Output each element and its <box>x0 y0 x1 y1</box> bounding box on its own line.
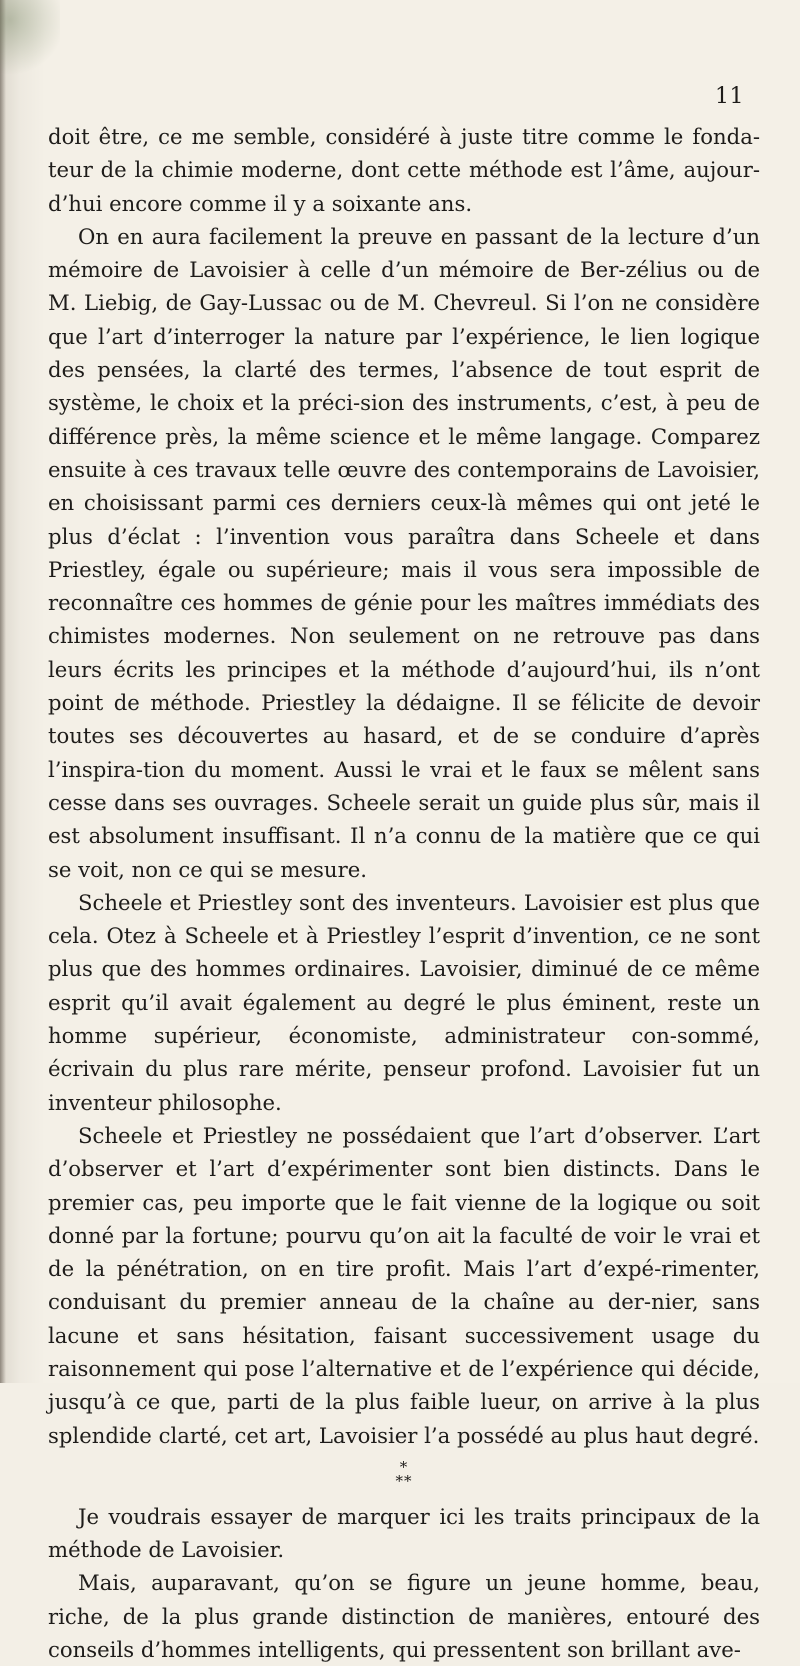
separator-asterisk-bottom: ** <box>395 1471 413 1490</box>
paragraph: Je voudrais essayer de marquer ici les traits principaux de la méthode de Lavoisier. <box>48 1503 760 1563</box>
section-separator <box>48 1452 760 1500</box>
page-number: 11 <box>715 84 744 109</box>
page-binding-shadow <box>0 0 6 1383</box>
paragraph: On en aura facilement la preuve en passant de la lecture d’un mémoire de Lavoisier à celle d’un mémoire de Ber-zélius ou de M. Liebig, de Gay-Lussac ou de M. Chevreul. Si l’on ne considère que l’art d’interroger la nature par l’expérience, le lien logique des pensées, la clarté des termes, l’absence de tout esprit de système, le choix et la préci-sion des instruments, c’est, à peu de différence près, la même science et le même langage. Comparez ensuite à ces travaux telle œuvre des contemporains de Lavoisier, en choisissant parmi ces derniers ceux-là mêmes qui ont jeté le plus d’éclat : l’invention vous paraîtra dans Scheele et dans Priestley, égale ou supérieure; mais il vous sera impossible de reconnaître ces hommes de génie pour les maîtres immédiats des chimistes modernes. Non seulement on ne retrouve pas dans leurs écrits les principes et la méthode d’aujourd’hui, ils n’ont point de méthode. Priestley la dédaigne. Il se félicite de devoir toutes ses découvertes au hasard, et de se conduire d’après l’inspira-tion du moment. Aussi le vrai et le faux se mêlent sans cesse dans ses ouvrages. Scheele serait un guide plus sûr, mais il est absolument insuffisant. Il n’a connu de la matière que ce qui se voit, non ce qui se mesure. <box>48 223 760 882</box>
separator-asterisk-top: * <box>399 1457 409 1476</box>
page-stain <box>0 0 60 90</box>
paragraph: doit être, ce me semble, considéré à juste titre comme le fonda-teur de la chimie moderne, dont cette méthode est l’âme, aujour-d’hui encore comme il y a soixante ans. <box>48 124 760 216</box>
paragraph: Scheele et Priestley sont des inventeurs. Lavoisier est plus que cela. Otez à Scheele et à Priestley l’esprit d’invention, ce ne sont plus que des hommes ordinaires. Lavoisier, diminué de ce même esprit qu’il avait également au degré le plus éminent, reste un homme supérieur, économiste, administrateur con-sommé, écrivain du plus rare mérite, penseur profond. Lavoisier fut un inventeur philosophe. <box>48 889 760 1115</box>
body-text <box>48 120 760 1666</box>
paragraph: Scheele et Priestley ne possédaient que l’art d’observer. L’art d’observer et l’art d’expérimenter sont bien distincts. Dans le premier cas, peu importe que le fait vienne de la logique ou soit donné par la fortune; pourvu qu’on ait la faculté de voir le vrai et de la pénétration, on en tire profit. Mais l’art d’expé-rimenter, conduisant du premier anneau de la chaîne au der-nier, sans lacune et sans hésitation, faisant successivement usage du raisonnement qui pose l’alternative et de l’expérience qui décide, jusqu’à ce que, parti de la plus faible lueur, on arrive à la plus splendide clarté, cet art, Lavoisier l’a possédé au plus haut degré. <box>48 1122 760 1448</box>
paragraph: Mais, auparavant, qu’on se figure un jeune homme, beau, riche, de la plus grande distinction de manières, entouré des conseils d’hommes intelligents, qui pressentent son brillant ave- <box>48 1570 760 1663</box>
